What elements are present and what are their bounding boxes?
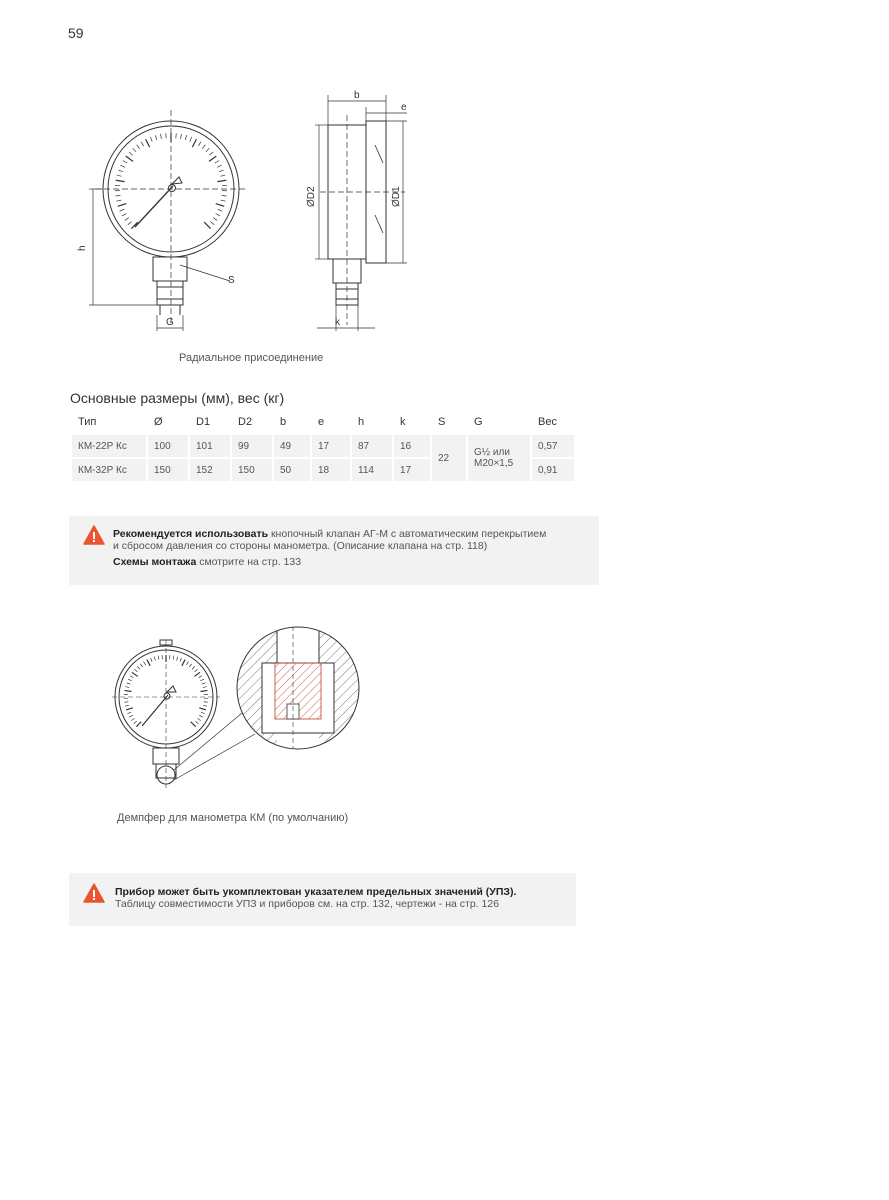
warning-icon [83,525,105,545]
notice1-bold2: Схемы монтажа [113,556,197,568]
dial-tick [218,209,223,211]
dial-tick [116,200,121,201]
dial-tick [134,721,137,724]
dial-tick [199,676,202,678]
dial-tick [128,679,132,681]
dial-tick [199,708,206,710]
notice1-text3: смотрите на стр. 133 [196,556,302,568]
notice1-line1 [113,528,593,540]
dial-tick [201,690,208,691]
damper-drawing [112,618,362,798]
label-s: S [228,275,235,286]
col-d2: D2 [238,416,253,428]
dial-tick [126,708,133,710]
dial-tick [222,195,227,196]
dial-tick [181,134,182,139]
table-row [72,435,574,457]
dial-tick [126,683,130,684]
dial-tick [191,722,196,727]
dial-tick [209,152,213,155]
dial-tick [125,687,129,688]
dial-tick [199,715,203,717]
caption-damper: Демпфер для манометра КМ (по умолчанию) [117,812,349,824]
warning-icon [83,883,105,903]
cell-b: 49 [274,435,310,457]
dial-tick [132,672,138,676]
dial-tick [118,204,127,207]
cell-g-line2: М20×1,5 [474,458,514,469]
col-s: S [438,416,446,428]
dial-tick [125,690,132,691]
dial-tick [129,715,133,717]
dial-tick [136,722,141,727]
dial-tick [154,657,155,661]
dial-tick [124,702,128,703]
col-e: e [318,416,325,428]
cell-h: 87 [352,435,392,457]
dial-tick [203,687,207,688]
dial-tick [117,175,122,176]
dial-tick [155,135,156,140]
dial-tick [130,676,133,678]
col-b: b [280,416,287,428]
dial-tick [202,145,205,149]
dial-tick [125,218,129,221]
cell-type: КМ-32Р Кс [72,459,146,481]
label-e: e [401,102,407,113]
label-d2: ØD2 [306,186,317,207]
dial-tick [125,705,129,706]
dial-tick [213,218,217,221]
dial-tick [137,145,140,149]
dial-tick [201,712,205,714]
dial-tick [189,664,191,667]
dial-tick [204,702,208,703]
dial-tick [150,137,152,142]
notice1-bold1: Рекомендуется использовать [113,528,269,540]
dial-tick [180,658,181,662]
dial-tick [192,666,195,669]
dial-tick [177,657,178,661]
label-h: h [77,245,88,251]
dial-tick [215,160,219,163]
dial-tick [217,180,226,181]
dial-tick [158,656,159,660]
cell-e: 18 [312,459,350,481]
cell-k: 16 [394,435,430,457]
cell-weight: 0,91 [532,459,574,481]
notice-recommendation [69,516,599,585]
dial-tick [216,214,220,216]
dial-tick [161,134,162,139]
cell-h: 114 [352,459,392,481]
dial-tick [198,142,201,146]
col-weight: Вес [538,416,557,428]
dial-tick [195,669,198,672]
cell-d1: 152 [190,459,230,481]
col-g: G [474,416,483,428]
cell-dia: 100 [148,435,188,457]
label-g: G [166,317,174,328]
dial-tick [216,204,225,207]
dial-tick [147,660,150,666]
dial-tick [123,160,127,163]
label-b: b [354,90,360,101]
dial-tick [200,679,204,681]
dial-tick [202,683,206,684]
dial-tick [141,142,144,146]
cell-dia: 150 [148,459,188,481]
notice1-line2: и сбросом давления со стороны манометра. (Описание клапана на стр. 118) [113,540,488,552]
notice2-bold: Прибор может быть укомплектован указателем предельных значений (УПЗ). [115,886,517,898]
cell-g [468,435,530,481]
dial-tick [146,139,150,147]
dial-tick [209,156,216,161]
cell-type: КМ-22Р Кс [72,435,146,457]
cell-k: 17 [394,459,430,481]
dial-tick [129,152,133,155]
label-k: k [335,317,340,328]
page-number: 59 [68,25,84,41]
dial-tick [126,156,133,161]
dial-tick [137,666,140,669]
dial-tick [131,718,134,720]
cell-d2: 150 [232,459,272,481]
dial-tick [194,672,200,676]
label-d1: ØD1 [391,186,402,207]
dial-tick [116,180,125,181]
dial-tick [220,175,225,176]
col-h: h [358,416,365,428]
notice1-line3 [113,556,593,568]
dial-tick [186,662,188,665]
dial-tick [120,165,125,167]
cell-weight: 0,57 [532,435,574,457]
cell-d1: 101 [190,435,230,457]
notice-upz [69,873,576,926]
dial-tick [204,222,210,228]
dial-tick [128,222,132,225]
dial-tick [118,170,123,172]
dial-tick [182,660,185,666]
caption-radial: Радиальное присоединение [179,352,324,364]
dial-tick [195,721,198,724]
dial-tick [143,662,145,665]
dial-tick [134,669,137,672]
dial-tick [197,718,200,720]
dial-tick [203,705,207,706]
dial-tick [120,209,125,211]
dial-tick [151,658,152,662]
cell-e: 17 [312,435,350,457]
col-type: Тип [78,416,97,428]
cell-g-line1: G½ или [474,447,510,458]
dial-tick [140,664,142,667]
dial-tick [221,200,226,201]
dial-tick [173,656,174,660]
dial-tick [127,712,131,714]
notice1-text1: кнопочный клапан АГ-М с автоматическим перекрытием [268,528,547,540]
notice2-line1 [115,886,570,898]
gauge-drawing-radial [75,85,435,340]
dial-tick [206,148,209,152]
notice2-line2: Таблицу совместимости УПЗ и приборов см. на стр. 132, чертежи - на стр. 126 [115,898,500,910]
dial-tick [190,137,192,142]
dial-tick [192,139,196,147]
dial-tick [217,165,222,167]
table-header-row [72,411,574,433]
dial-tick [133,148,136,152]
dial-tick [219,170,224,172]
dims-table [70,409,576,483]
dial-tick [210,222,214,225]
col-k: k [400,416,406,428]
dial-tick [185,135,186,140]
cell-b: 50 [274,459,310,481]
cell-d2: 99 [232,435,272,457]
dial-tick [115,195,120,196]
cell-s: 22 [432,435,466,481]
col-dia: Ø [154,416,163,428]
col-d1: D1 [196,416,211,428]
dial-tick [122,214,126,216]
dims-title: Основные размеры (мм), вес (кг) [70,390,285,406]
